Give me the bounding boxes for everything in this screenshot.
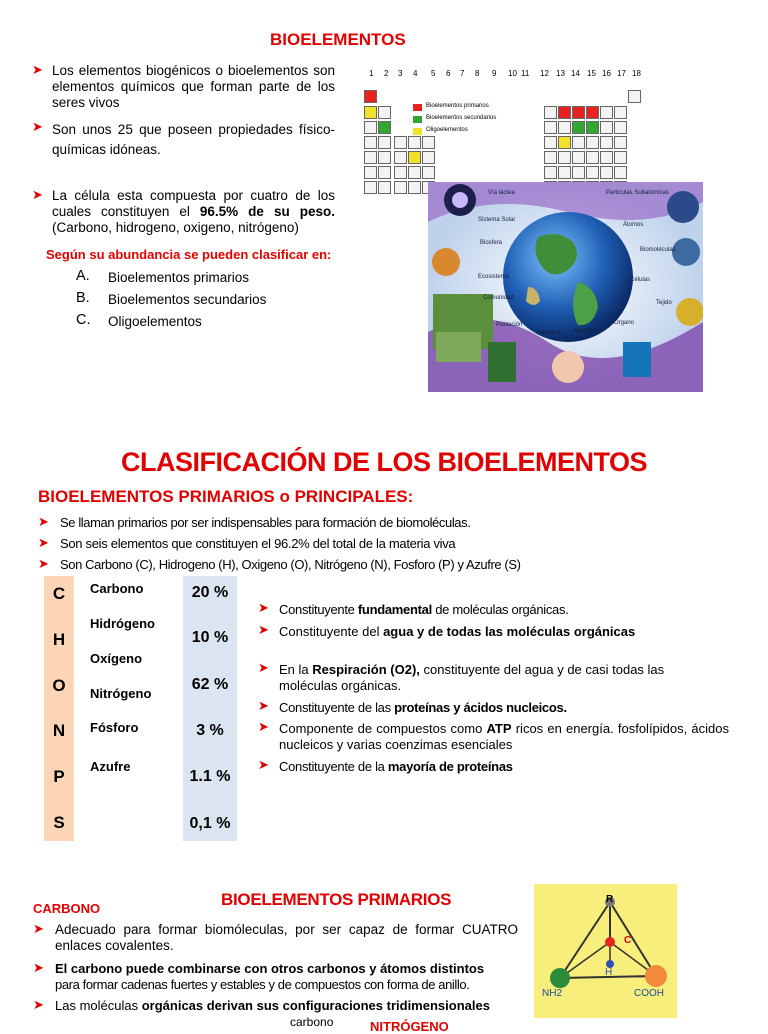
group-number: 6 bbox=[446, 69, 451, 78]
bullet-text: Son seis elementos que constituyen el 96.2% del total de la materia viva bbox=[60, 536, 456, 551]
role-pre: Componente de compuestos como bbox=[279, 721, 487, 736]
element-cell bbox=[378, 136, 391, 149]
arrow-bullet-icon: ➤ bbox=[258, 757, 269, 772]
legend-swatch bbox=[413, 116, 422, 123]
list-marker: A. bbox=[76, 268, 90, 284]
image-label: Partículas Subatómicas bbox=[606, 190, 670, 196]
legend-label: Bioelementos primarios bbox=[426, 103, 489, 109]
role-post: ricos en energía. fosfolípidos, ácidos nucleicos y varias coenzimas esenciales bbox=[279, 721, 729, 752]
arrow-bullet-icon: ➤ bbox=[258, 622, 269, 637]
bold-fragment: El carbono puede combinarse con otros carbonos y átomos distintos bbox=[55, 961, 485, 976]
group-number: 18 bbox=[632, 69, 641, 78]
list-marker: C. bbox=[76, 312, 91, 328]
element-cell bbox=[394, 181, 407, 194]
element-symbol: C bbox=[52, 584, 66, 603]
arrow-bullet-icon: ➤ bbox=[258, 600, 269, 615]
bullet-text bbox=[52, 188, 335, 236]
bullet-text-part: La célula esta compuesta por cuatro de los cuales constituyen el bbox=[52, 188, 335, 219]
element-cell bbox=[364, 151, 377, 164]
diagram-label-nh2: NH2 bbox=[542, 988, 563, 999]
image-label: Vía láctea bbox=[488, 190, 515, 196]
role-text bbox=[279, 662, 709, 694]
element-cell bbox=[378, 181, 391, 194]
element-cell bbox=[544, 151, 557, 164]
element-cell bbox=[394, 136, 407, 149]
cut-text: carbono bbox=[290, 1015, 334, 1029]
section3-heading: BIOELEMENTOS PRIMARIOS bbox=[221, 890, 452, 909]
element-cell bbox=[600, 136, 613, 149]
element-name: Hidrógeno bbox=[90, 616, 155, 631]
group-number: 1 bbox=[369, 69, 374, 78]
group-number: 2 bbox=[384, 69, 389, 78]
classify-heading: Según su abundancia se pueden clasificar en: bbox=[46, 247, 332, 262]
element-cell bbox=[394, 166, 407, 179]
bold-fragment: orgánicas derivan sus configuraciones tridimensionales bbox=[141, 998, 490, 1013]
group-number: 12 bbox=[540, 69, 549, 78]
element-cell bbox=[408, 136, 421, 149]
element-cell bbox=[364, 181, 377, 194]
element-percentage: 62 % bbox=[191, 676, 229, 693]
element-percentage: 3 % bbox=[196, 722, 224, 739]
arrow-bullet-icon: ➤ bbox=[258, 660, 269, 675]
list-item: Bioelementos primarios bbox=[108, 270, 250, 285]
legend-label: Bioelementos secundarios bbox=[426, 115, 497, 121]
element-symbol: N bbox=[52, 721, 66, 740]
group-number: 17 bbox=[617, 69, 626, 78]
element-cell bbox=[586, 106, 599, 119]
element-name: Oxígeno bbox=[90, 651, 143, 666]
arrow-bullet-icon: ➤ bbox=[32, 119, 43, 134]
arrow-bullet-icon: ➤ bbox=[38, 556, 49, 571]
arrow-bullet-icon: ➤ bbox=[258, 698, 269, 713]
bold-fragment: 96.5% de su peso. bbox=[199, 204, 335, 219]
element-symbol: P bbox=[53, 767, 65, 786]
arrow-bullet-icon: ➤ bbox=[33, 997, 44, 1012]
element-percentage: 1.1 % bbox=[189, 768, 231, 785]
group-number: 10 bbox=[508, 69, 517, 78]
arrow-bullet-icon: ➤ bbox=[38, 514, 49, 529]
image-label: Tejido bbox=[656, 300, 672, 306]
element-cell bbox=[600, 106, 613, 119]
element-cell bbox=[614, 136, 627, 149]
image-label: Aparato bbox=[573, 328, 595, 334]
bullet-text: Adecuado para formar biomóleculas, por ser capaz de formar CUATRO enlaces covalentes. bbox=[55, 922, 518, 953]
element-cell bbox=[558, 166, 571, 179]
role-text bbox=[279, 759, 729, 775]
arrow-bullet-icon: ➤ bbox=[38, 535, 49, 550]
element-cell bbox=[364, 90, 377, 103]
list-marker: B. bbox=[76, 290, 90, 306]
bullet-text bbox=[55, 998, 525, 1014]
element-cell bbox=[394, 151, 407, 164]
legend-swatch bbox=[413, 104, 422, 111]
role-bold: proteínas y ácidos nucleicos. bbox=[394, 700, 567, 715]
cut-heading: NITRÓGENO bbox=[370, 1019, 449, 1034]
role-text bbox=[279, 602, 729, 618]
arrow-bullet-icon: ➤ bbox=[32, 62, 43, 77]
element-name: Carbono bbox=[90, 581, 144, 596]
image-label: Biosfera bbox=[480, 240, 503, 246]
element-cell bbox=[600, 151, 613, 164]
element-cell bbox=[422, 136, 435, 149]
role-pre: Constituyente del bbox=[279, 624, 384, 639]
image-label: Ecosistema bbox=[478, 274, 510, 280]
element-cell bbox=[364, 106, 377, 119]
element-cell bbox=[572, 121, 585, 134]
element-cell bbox=[572, 106, 585, 119]
bullet-text: Los elementos biogénicos o bioelementos son elementos químicos que forman parte de los seres vivos bbox=[52, 63, 335, 110]
bullet-text bbox=[55, 961, 525, 993]
element-cell bbox=[572, 151, 585, 164]
element-cell bbox=[558, 151, 571, 164]
element-cell bbox=[586, 121, 599, 134]
levels-of-organization-image bbox=[428, 182, 703, 392]
arrow-bullet-icon: ➤ bbox=[33, 921, 44, 936]
carbono-label: CARBONO bbox=[33, 901, 101, 916]
element-name: Nitrógeno bbox=[90, 686, 152, 701]
element-cell bbox=[364, 136, 377, 149]
diagram-label-r: R bbox=[606, 894, 614, 905]
element-cell bbox=[586, 166, 599, 179]
element-cell bbox=[378, 151, 391, 164]
element-percentage: 0,1 % bbox=[189, 815, 231, 832]
group-number: 8 bbox=[475, 69, 480, 78]
element-cell bbox=[364, 121, 377, 134]
element-cell bbox=[614, 121, 627, 134]
role-bold: mayoría de proteínas bbox=[387, 759, 513, 774]
element-cell bbox=[558, 106, 571, 119]
image-label: Individuo bbox=[536, 330, 561, 336]
element-cell bbox=[558, 121, 571, 134]
group-number: 13 bbox=[556, 69, 565, 78]
list-item: Oligoelementos bbox=[108, 314, 202, 329]
bullet-text: Son unos 25 que poseen propiedades físico-químicas idóneas. bbox=[52, 122, 335, 157]
element-symbol: S bbox=[53, 813, 65, 832]
element-cell bbox=[544, 106, 557, 119]
group-number: 15 bbox=[587, 69, 596, 78]
element-cell bbox=[408, 151, 421, 164]
role-pre: Constituyente de las bbox=[279, 700, 395, 715]
element-cell bbox=[422, 151, 435, 164]
element-cell bbox=[600, 166, 613, 179]
role-text bbox=[279, 721, 729, 753]
group-number: 4 bbox=[413, 69, 418, 78]
image-label: Biomoléculas bbox=[640, 247, 676, 253]
role-bold: agua y de todas las moléculas orgánicas bbox=[383, 624, 636, 639]
role-bold: ATP bbox=[486, 721, 512, 736]
element-cell bbox=[544, 166, 557, 179]
tetrahedral-carbon-diagram bbox=[534, 884, 677, 1018]
role-bold: fundamental bbox=[357, 602, 432, 617]
role-pre: Constituyente de la bbox=[279, 759, 388, 774]
section-title: BIOELEMENTOS bbox=[270, 30, 406, 49]
percent-column-bg bbox=[183, 576, 237, 841]
element-cell bbox=[572, 166, 585, 179]
element-name: Azufre bbox=[90, 759, 131, 774]
element-cell bbox=[600, 121, 613, 134]
element-cell bbox=[378, 106, 391, 119]
arrow-bullet-icon: ➤ bbox=[33, 960, 44, 975]
element-cell bbox=[378, 121, 391, 134]
diagram-label-c: C bbox=[624, 935, 632, 946]
bullet-text: Se llaman primarios por ser indispensables para formación de biomoléculas. bbox=[60, 515, 471, 530]
role-text bbox=[279, 624, 707, 640]
element-cell bbox=[364, 166, 377, 179]
element-cell bbox=[408, 181, 421, 194]
role-text bbox=[279, 700, 729, 716]
earth-illustration bbox=[428, 182, 703, 392]
element-cell bbox=[586, 151, 599, 164]
classification-title: CLASIFICACIÓN DE LOS BIOELEMENTOS bbox=[120, 447, 648, 477]
letters-column-bg bbox=[44, 576, 74, 841]
image-label: Sistema Solar bbox=[478, 217, 516, 223]
bullet-text-part: Las moléculas bbox=[55, 998, 142, 1013]
element-cell bbox=[586, 136, 599, 149]
role-post: constituyente del agua y de casi todas las moléculas orgánicas. bbox=[279, 662, 665, 693]
role-bold: Respiración (O2), bbox=[312, 662, 420, 677]
arrow-bullet-icon: ➤ bbox=[32, 187, 43, 202]
group-number: 5 bbox=[431, 69, 436, 78]
element-cell bbox=[544, 136, 557, 149]
image-label: Átomos bbox=[623, 222, 644, 228]
element-cell bbox=[544, 121, 557, 134]
image-label: Población bbox=[496, 322, 523, 328]
group-number: 16 bbox=[602, 69, 611, 78]
bullet-text-tail: para formar cadenas fuertes y estables y de compuestos con forma de anillo. bbox=[55, 977, 470, 992]
legend-label: Oligoelementos bbox=[426, 127, 468, 133]
image-label: Órgano bbox=[614, 320, 635, 326]
element-cell bbox=[558, 136, 571, 149]
image-label: Células bbox=[630, 277, 651, 283]
role-pre: En la bbox=[279, 662, 313, 677]
list-item: Bioelementos secundarios bbox=[108, 292, 267, 307]
group-number: 14 bbox=[571, 69, 580, 78]
element-symbol: H bbox=[52, 630, 66, 649]
group-number: 9 bbox=[492, 69, 497, 78]
element-name: Fósforo bbox=[90, 720, 139, 735]
element-cell bbox=[408, 166, 421, 179]
element-cell bbox=[572, 136, 585, 149]
element-symbol: O bbox=[52, 676, 66, 695]
role-post: de moléculas orgánicas. bbox=[431, 602, 569, 617]
element-cell bbox=[614, 151, 627, 164]
element-cell bbox=[614, 106, 627, 119]
element-percentage: 20 % bbox=[191, 584, 229, 601]
group-number: 7 bbox=[460, 69, 465, 78]
bullet-text-tail: (Carbono, hidrogeno, oxigeno, nitrógeno) bbox=[52, 220, 299, 235]
role-pre: Constituyente bbox=[279, 602, 358, 617]
primary-subtitle: BIOELEMENTOS PRIMARIOS o PRINCIPALES: bbox=[38, 487, 414, 506]
arrow-bullet-icon: ➤ bbox=[258, 719, 269, 734]
element-cell bbox=[378, 166, 391, 179]
group-number: 11 bbox=[521, 69, 530, 78]
element-cell bbox=[422, 166, 435, 179]
diagram-label-h: H bbox=[605, 967, 613, 978]
element-cell bbox=[628, 90, 641, 103]
group-number: 3 bbox=[398, 69, 403, 78]
image-label: Comunidad bbox=[483, 295, 514, 301]
legend-swatch bbox=[413, 128, 422, 135]
element-percentage: 10 % bbox=[191, 629, 229, 646]
element-cell bbox=[614, 166, 627, 179]
diagram-label-cooh: COOH bbox=[634, 988, 664, 999]
bullet-text: Son Carbono (C), Hidrogeno (H), Oxigeno (O), Nitrógeno (N), Fosforo (P) y Azufre (S) bbox=[60, 557, 521, 572]
